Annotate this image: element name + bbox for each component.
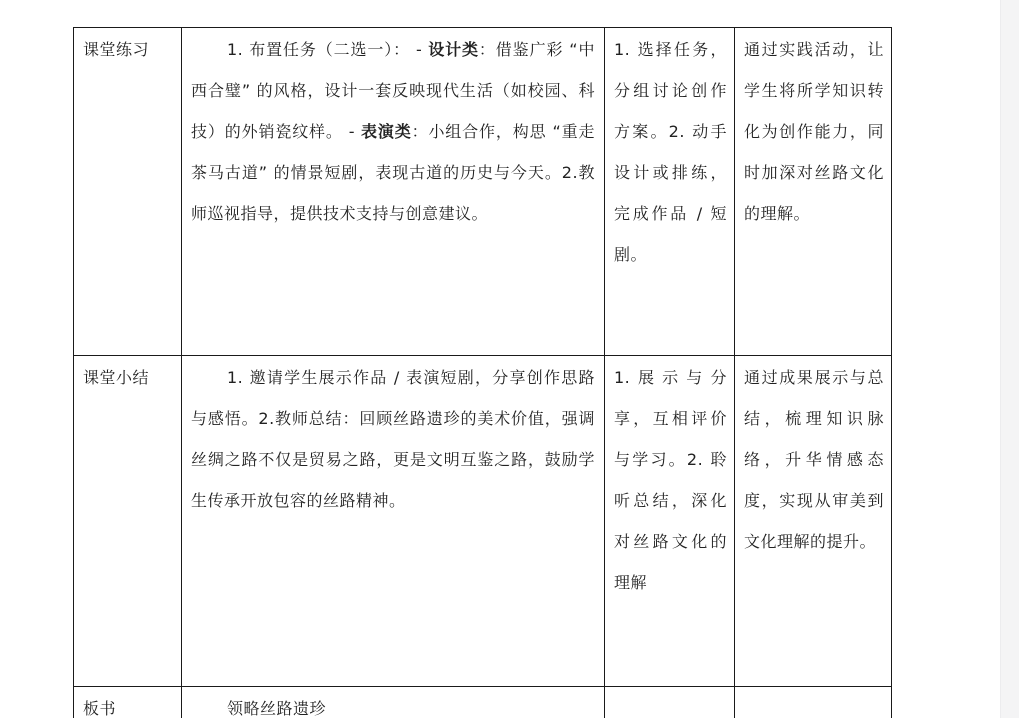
student-activity-cell bbox=[605, 28, 735, 356]
design-purpose-cell bbox=[735, 356, 892, 687]
stage-label: 课堂小结 bbox=[83, 368, 150, 387]
content-paragraph bbox=[191, 29, 595, 234]
stage-label: 课堂练习 bbox=[83, 40, 150, 59]
content-cell bbox=[182, 356, 605, 687]
student-activity-text: 1. 选择任务，分组讨论创作方案。2. 动手设计或排练，完成作品 / 短剧。 bbox=[614, 40, 727, 264]
content-cell bbox=[182, 28, 605, 356]
stage-cell bbox=[74, 687, 182, 718]
content-paragraph bbox=[191, 357, 595, 521]
content-cell bbox=[182, 687, 605, 718]
student-activity-cell bbox=[605, 687, 735, 718]
design-purpose-text: 通过成果展示与总结，梳理知识脉络，升华情感态度，实现从审美到文化理解的提升。 bbox=[744, 368, 884, 551]
content-text: 1. 邀请学生展示作品 / 表演短剧，分享创作思路与感悟。2.教师总结：回顾丝路遗珍的美术价值，强调丝绸之路不仅是贸易之路，更是文明互鉴之路，鼓励学生传承开放包容的丝路精神。 bbox=[191, 368, 595, 510]
design-purpose-cell bbox=[735, 687, 892, 718]
student-activity-text: 1.展示与分享，互相评价与学习。2. 聆听总结，深化对丝路文化的理解 bbox=[614, 368, 727, 592]
student-activity-cell bbox=[605, 356, 735, 687]
table-row bbox=[74, 28, 892, 356]
bold-term-performance: 表演类 bbox=[360, 122, 412, 141]
design-purpose-text: 通过实践活动，让学生将所学知识转化为创作能力，同时加深对丝路文化的理解。 bbox=[744, 40, 884, 223]
content-text: 1. 布置任务（二选一）： - bbox=[227, 40, 429, 59]
lesson-plan-table bbox=[73, 27, 892, 718]
stage-cell bbox=[74, 28, 182, 356]
content-paragraph bbox=[191, 688, 595, 718]
bold-term-design: 设计类 bbox=[428, 40, 479, 59]
content-text: ：借鉴广彩 “中西合璧” 的风格，设计一套反映现代生活（如校园、科技）的外销瓷纹样。 - bbox=[191, 40, 595, 141]
content-text: 领略丝路遗珍 bbox=[227, 699, 327, 718]
stage-label: 板书 bbox=[83, 699, 117, 718]
stage-cell bbox=[74, 356, 182, 687]
design-purpose-cell bbox=[735, 28, 892, 356]
content-text: ：小组合作，构思 “重走茶马古道” 的情景短剧，表现古道的历史与今天。2.教师巡视指导，提供技术支持与创意建议。 bbox=[191, 122, 595, 223]
vertical-scrollbar[interactable] bbox=[1000, 0, 1019, 718]
table-row bbox=[74, 687, 892, 718]
table-row bbox=[74, 356, 892, 687]
